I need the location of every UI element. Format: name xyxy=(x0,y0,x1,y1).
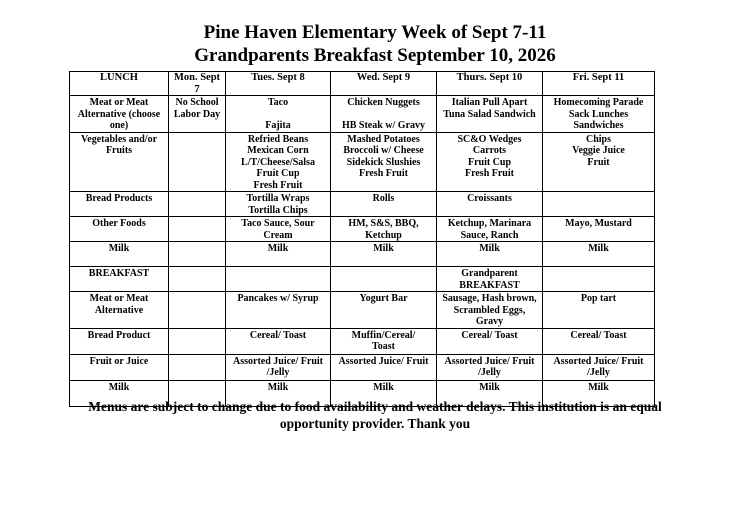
menu-cell: Assorted Juice/ Fruit xyxy=(331,354,437,380)
menu-table xyxy=(69,71,655,407)
menu-cell: Chicken Nuggets HB Steak w/ Gravy xyxy=(331,96,437,133)
menu-cell: Ketchup, Marinara Sauce, Ranch xyxy=(437,217,543,242)
menu-cell: Chips Veggie Juice Fruit xyxy=(543,132,655,192)
table-row xyxy=(70,328,655,354)
table-row xyxy=(70,267,655,292)
footer-notice: Menus are subject to change due to food availability and weather delays. This institution is an equal opportunity provider. Thank you xyxy=(88,399,662,431)
menu-cell: Tortilla Wraps Tortilla Chips xyxy=(226,192,331,217)
menu-cell xyxy=(169,354,226,380)
menu-cell: Cereal/ Toast xyxy=(437,328,543,354)
menu-cell xyxy=(543,192,655,217)
menu-cell: Milk xyxy=(437,380,543,406)
menu-cell: Milk xyxy=(331,242,437,267)
row-label: BREAKFAST xyxy=(70,267,169,292)
row-label: Milk xyxy=(70,242,169,267)
menu-cell: Pancakes w/ Syrup xyxy=(226,292,331,329)
menu-cell: Assorted Juice/ Fruit /Jelly xyxy=(226,354,331,380)
menu-cell: Taco Sauce, Sour Cream xyxy=(226,217,331,242)
menu-cell: Milk xyxy=(543,242,655,267)
menu-cell: Yogurt Bar xyxy=(331,292,437,329)
row-label: Fruit or Juice xyxy=(70,354,169,380)
menu-cell: Milk xyxy=(543,380,655,406)
menu-cell: Cereal/ Toast xyxy=(226,328,331,354)
table-row xyxy=(70,217,655,242)
menu-cell: Muffin/Cereal/ Toast xyxy=(331,328,437,354)
column-header: Wed. Sept 9 xyxy=(331,72,437,96)
header-row xyxy=(70,72,655,96)
column-header: Mon. Sept 7 xyxy=(169,72,226,96)
menu-cell: Mayo, Mustard xyxy=(543,217,655,242)
column-header: Thurs. Sept 10 xyxy=(437,72,543,96)
menu-cell: Italian Pull Apart Tuna Salad Sandwich xyxy=(437,96,543,133)
row-label: Other Foods xyxy=(70,217,169,242)
menu-cell xyxy=(226,267,331,292)
column-header: LUNCH xyxy=(70,72,169,96)
menu-cell xyxy=(169,242,226,267)
menu-cell: Milk xyxy=(226,380,331,406)
menu-cell: Assorted Juice/ Fruit /Jelly xyxy=(437,354,543,380)
table-row xyxy=(70,242,655,267)
menu-subtitle: Grandparents Breakfast September 10, 2026 xyxy=(194,45,556,66)
row-label: Meat or Meat Alternative xyxy=(70,292,169,329)
row-label: Bread Product xyxy=(70,328,169,354)
menu-cell: Taco Fajita xyxy=(226,96,331,133)
menu-title: Pine Haven Elementary Week of Sept 7-11 xyxy=(203,22,547,43)
row-label: Meat or Meat Alternative (choose one) xyxy=(70,96,169,133)
menu-cell: Milk xyxy=(437,242,543,267)
menu-cell: Milk xyxy=(331,380,437,406)
menu-cell xyxy=(169,328,226,354)
table-row xyxy=(70,192,655,217)
menu-cell xyxy=(543,267,655,292)
menu-cell: No School Labor Day xyxy=(169,96,226,133)
menu-cell: Mashed Potatoes Broccoli w/ Cheese Sidekick Slushies Fresh Fruit xyxy=(331,132,437,192)
menu-cell: SC&O Wedges Carrots Fruit Cup Fresh Fruit xyxy=(437,132,543,192)
table-row xyxy=(70,96,655,133)
column-header: Fri. Sept 11 xyxy=(543,72,655,96)
menu-cell xyxy=(169,192,226,217)
menu-cell: Cereal/ Toast xyxy=(543,328,655,354)
menu-cell xyxy=(169,267,226,292)
menu-cell: Milk xyxy=(226,242,331,267)
menu-cell: HM, S&S, BBQ, Ketchup xyxy=(331,217,437,242)
menu-cell: Rolls xyxy=(331,192,437,217)
row-label: Vegetables and/or Fruits xyxy=(70,132,169,192)
menu-cell: Sausage, Hash brown, Scrambled Eggs, Gravy xyxy=(437,292,543,329)
menu-cell: Refried Beans Mexican Corn L/T/Cheese/Salsa Fruit Cup Fresh Fruit xyxy=(226,132,331,192)
column-header: Tues. Sept 8 xyxy=(226,72,331,96)
row-label: Bread Products xyxy=(70,192,169,217)
table-row xyxy=(70,354,655,380)
table-row xyxy=(70,292,655,329)
menu-cell xyxy=(331,267,437,292)
menu-cell: Pop tart xyxy=(543,292,655,329)
menu-cell: Grandparent BREAKFAST xyxy=(437,267,543,292)
menu-cell: Homecoming Parade Sack Lunches Sandwiches xyxy=(543,96,655,133)
menu-cell xyxy=(169,132,226,192)
row-label: Milk xyxy=(70,380,169,406)
table-row xyxy=(70,132,655,192)
menu-cell xyxy=(169,292,226,329)
menu-cell xyxy=(169,217,226,242)
menu-cell: Croissants xyxy=(437,192,543,217)
menu-cell: Assorted Juice/ Fruit /Jelly xyxy=(543,354,655,380)
